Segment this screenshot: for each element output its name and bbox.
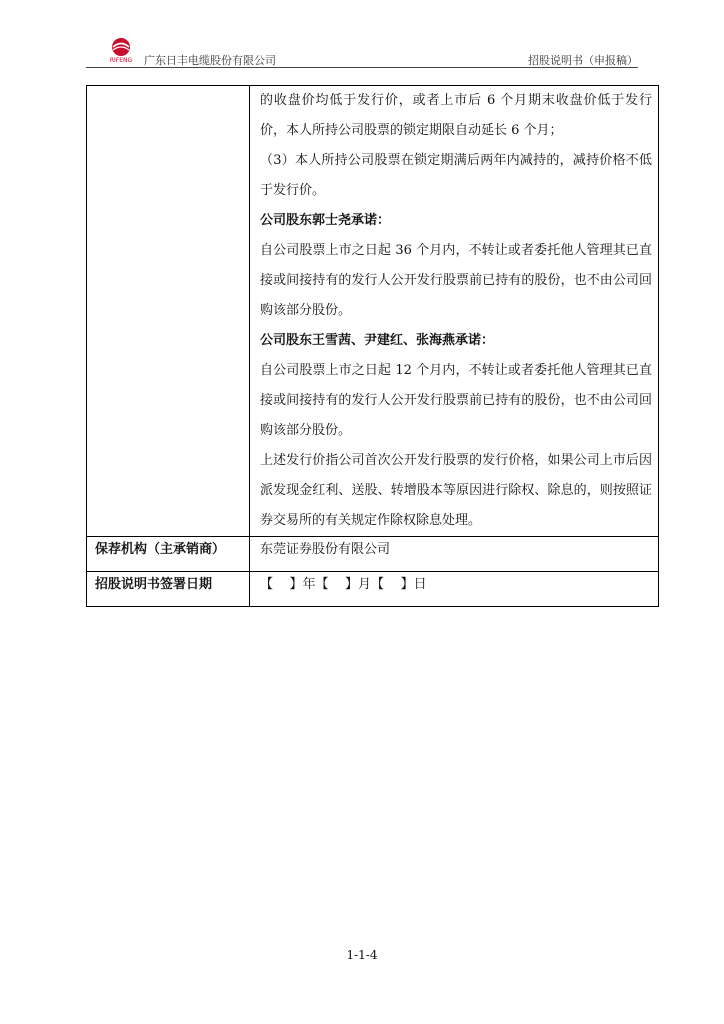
table-row bbox=[87, 86, 659, 537]
table-row bbox=[87, 537, 659, 572]
empty-label-cell bbox=[87, 86, 250, 537]
page-header bbox=[86, 30, 638, 70]
paragraph: 自公司股票上市之日起 12 个月内，不转让或者委托他人管理其已直接或间接持有的发行人公开发行股票前已持有的股份，也不由公司回购该部分股份。 bbox=[260, 363, 652, 438]
sponsor-value: 东莞证券股份有限公司 bbox=[250, 537, 659, 572]
page-number: 1-1-4 bbox=[346, 948, 378, 962]
commitment-table bbox=[86, 85, 659, 607]
paragraph: 自公司股票上市之日起 36 个月内，不转让或者委托他人管理其已直接或间接持有的发行人公开发行股票前已持有的股份，也不由公司回购该部分股份。 bbox=[260, 243, 652, 318]
logo-text: RIFENG bbox=[109, 57, 133, 64]
paragraph: 的收盘价均低于发行价，或者上市后 6 个月期末收盘价低于发行价，本人所持公司股票的锁定期限自动延长 6 个月； bbox=[260, 93, 652, 138]
sponsor-label: 保荐机构（主承销商） bbox=[87, 537, 250, 572]
company-logo-icon bbox=[106, 34, 140, 68]
sign-date-label: 招股说明书签署日期 bbox=[87, 572, 250, 607]
section-heading: 公司股东王雪茜、尹建红、张海燕承诺： bbox=[260, 333, 495, 348]
sign-date-value: 【 】年【 】月【 】日 bbox=[250, 572, 659, 607]
header-rule bbox=[86, 67, 638, 68]
section-heading: 公司股东郭士尧承诺： bbox=[260, 213, 391, 228]
document-type: 招股说明书（申报稿） bbox=[528, 54, 638, 67]
table-row bbox=[87, 572, 659, 607]
paragraph: 上述发行价指公司首次公开发行股票的发行价格，如果公司上市后因派发现金红利、送股、转增股本等原因进行除权、除息的，则按照证券交易所的有关规定作除权除息处理。 bbox=[260, 453, 652, 528]
paragraph: （3）本人所持公司股票在锁定期满后两年内减持的，减持价格不低于发行价。 bbox=[260, 153, 652, 198]
commitment-content-cell bbox=[250, 86, 659, 537]
company-name: 广东日丰电缆股份有限公司 bbox=[144, 54, 276, 67]
